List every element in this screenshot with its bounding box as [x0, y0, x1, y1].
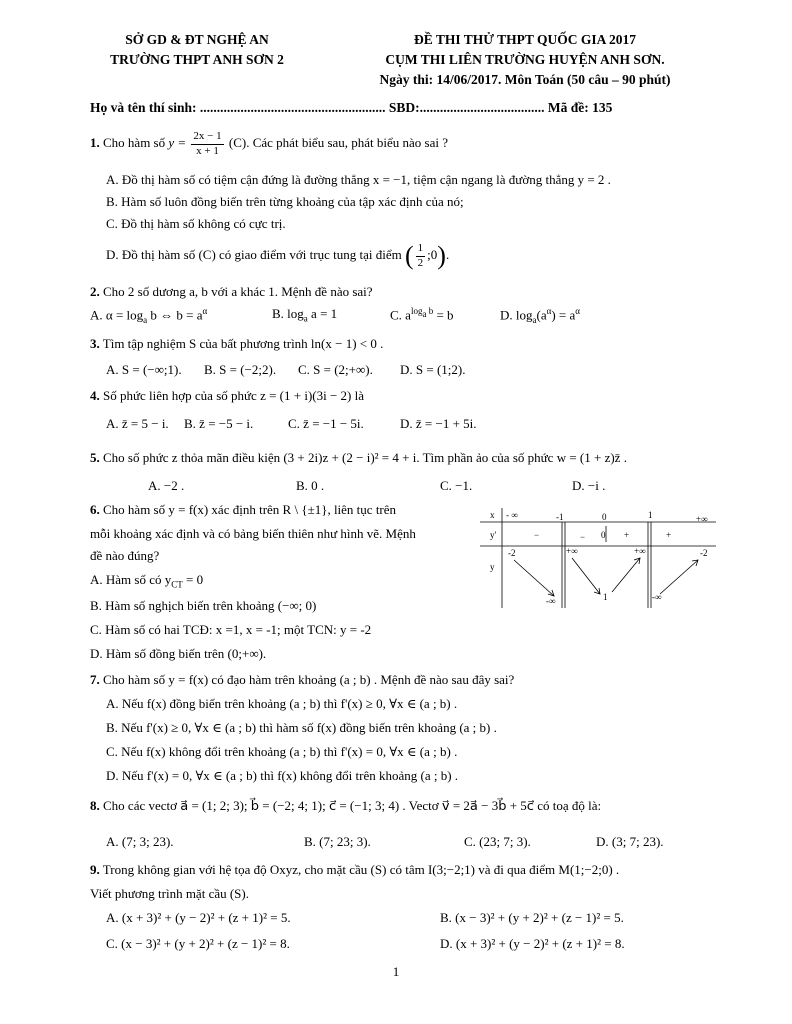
- variation-table: [480, 508, 716, 608]
- q1-option-c: C. Đồ thị hàm số không có cực trị.: [106, 216, 286, 231]
- page-number: 1: [392, 964, 400, 979]
- option-text: ) = a: [551, 307, 576, 323]
- q5-option-a: A. −2 .: [148, 478, 185, 493]
- left-paren: (: [404, 241, 414, 270]
- option-text: A. Hàm số có y: [90, 572, 172, 587]
- y-pos-inf-2: +∞: [634, 546, 646, 556]
- question-6: [90, 502, 396, 518]
- option-text: A. α = log: [90, 307, 144, 323]
- q3-option-b: B. S = (−2;2).: [204, 362, 277, 377]
- exponent: log: [410, 306, 423, 316]
- question-number: 6.: [90, 502, 100, 517]
- question-text: Cho hàm số y = f(x) có đạo hàm trên khoảng (a ; b) . Mệnh đề nào sau đây sai?: [103, 672, 515, 687]
- q3-option-c: C. S = (2;+∞).: [298, 362, 373, 377]
- question-7: [90, 672, 514, 688]
- sign-4: +: [666, 530, 672, 540]
- sign-3: +: [624, 530, 630, 540]
- question-number: 5.: [90, 450, 100, 465]
- q6-option-d: D. Hàm số đồng biến trên (0;+∞).: [90, 646, 267, 661]
- x-zero: 0: [602, 512, 607, 522]
- q6-text-line-3: đề nào đúng?: [90, 548, 160, 563]
- question-number: 2.: [90, 284, 100, 299]
- x-minus-one: -1: [556, 512, 564, 522]
- question-8: [90, 798, 601, 814]
- question-text: Cho hàm số: [103, 135, 166, 151]
- q7-option-d: D. Nếu f'(x) = 0, ∀x ∈ (a ; b) thì f(x) không đổi trên khoảng (a ; b) .: [106, 768, 459, 783]
- question-number: 4.: [90, 388, 100, 403]
- q8-option-d: D. (3; 7; 23).: [596, 834, 664, 849]
- q7-option-a: A. Nếu f(x) đồng biến trên khoảng (a ; b) thì f'(x) ≥ 0, ∀x ∈ (a ; b) .: [106, 696, 458, 711]
- q1-option-d: [106, 240, 449, 273]
- question-number: 8.: [90, 798, 100, 813]
- exam-info: [360, 32, 690, 92]
- y-minimum: 1: [603, 592, 608, 602]
- log-base: a: [303, 313, 308, 324]
- exam-cluster: CỤM THI LIÊN TRƯỜNG HUYỆN ANH SƠN.: [385, 52, 665, 67]
- exam-date-subject: Ngày thi: 14/06/2017. Môn Toán (50 câu – 90 phút): [379, 72, 671, 87]
- option-text: a = 1: [307, 306, 338, 321]
- log-base: a: [422, 308, 427, 319]
- point-rest: ;0: [427, 247, 438, 263]
- option-text: b ⇔ b = a: [147, 307, 203, 323]
- question-number: 9.: [90, 862, 100, 877]
- fraction-denominator: x + 1: [196, 144, 219, 157]
- question-9: [90, 862, 619, 878]
- x-pos-infinity: +∞: [696, 514, 708, 524]
- q2-option-a: [90, 306, 207, 326]
- fraction-denominator: 2: [417, 256, 424, 269]
- option-text: = 0: [182, 572, 204, 587]
- question-number: 1.: [90, 135, 100, 151]
- q9-text-line-2: Viết phương trình mặt cầu (S).: [90, 886, 249, 901]
- function-lhs: y =: [168, 135, 187, 151]
- q4-option-c: C. z̄ = −1 − 5i.: [288, 416, 364, 431]
- question-text: Cho 2 số dương a, b với a khác 1. Mệnh đề nào sai?: [103, 284, 373, 299]
- q2-option-c: [390, 306, 454, 324]
- option-text: B. log: [272, 306, 304, 321]
- q6-option-b: B. Hàm số nghịch biến trên khoảng (−∞; 0): [90, 598, 317, 613]
- q5-option-d: D. −i .: [572, 478, 606, 493]
- x-one: 1: [648, 510, 653, 520]
- derivative-row-label: y': [490, 530, 497, 540]
- sign-1: −: [534, 530, 540, 540]
- q2-option-d: [500, 306, 580, 326]
- fraction-numerator: 1: [416, 242, 426, 257]
- q3-option-d: D. S = (1;2).: [400, 362, 466, 377]
- question-3: [90, 336, 383, 352]
- question-text: Tìm tập nghiệm S của bất phương trình ln(x − 1) < 0 .: [102, 336, 384, 351]
- log-base: a: [532, 314, 537, 325]
- department-name: SỞ GD & ĐT NGHỆ AN: [125, 32, 269, 47]
- option-text: D. log: [500, 307, 533, 323]
- q6-option-a: [90, 572, 203, 591]
- question-text: Cho hàm số y = f(x) xác định trên R \ {±1}, liên tục trên: [103, 502, 397, 517]
- question-text: Số phức liên hợp của số phức z = (1 + i)(3i − 2) là: [103, 388, 365, 403]
- option-text: = b: [433, 307, 454, 323]
- option-text: C. a: [390, 307, 411, 323]
- q9-option-c: C. (x − 3)² + (y + 2)² + (z − 1)² = 8.: [106, 936, 290, 951]
- y-neg-inf-2: -∞: [652, 592, 662, 602]
- y-neg-inf-1: -∞: [546, 596, 556, 606]
- subscript: CT: [171, 579, 183, 590]
- y-right-limit: -2: [700, 548, 708, 558]
- log-base: a: [143, 314, 148, 325]
- y-pos-inf-1: +∞: [566, 546, 578, 556]
- option-text: D. Đồ thị hàm số (C) có giao điểm với trục tung tại điểm: [106, 247, 402, 263]
- q2-option-b: [272, 306, 337, 325]
- question-text: Cho số phức z thỏa mãn điều kiện (3 + 2i)z + (2 − i)² = 4 + i. Tìm phần ảo của số phức w = (1 + z)z̄ .: [103, 450, 627, 465]
- question-number: 7.: [90, 672, 100, 687]
- exponent: α: [546, 306, 552, 316]
- x-neg-infinity: - ∞: [506, 510, 518, 520]
- q4-option-a: A. z̄ = 5 − i.: [106, 416, 169, 431]
- q4-option-b: B. z̄ = −5 − i.: [184, 416, 254, 431]
- question-text: Cho các vectơ a⃗ = (1; 2; 3); b⃗ = (−2; 4; 1); c⃗ = (−1; 3; 4) . Vectơ v⃗ = 2a⃗ − 3b⃗ + 5c⃗ có toạ độ là:: [103, 798, 602, 813]
- q4-option-d: D. z̄ = −1 + 5i.: [400, 416, 477, 431]
- q1-option-b: B. Hàm số luôn đồng biến trên từng khoảng của tập xác định của nó;: [106, 194, 464, 209]
- q7-option-c: C. Nếu f(x) không đổi trên khoảng (a ; b) thì f'(x) = 0, ∀x ∈ (a ; b) .: [106, 744, 458, 759]
- exponent-tail: b: [426, 306, 434, 316]
- question-4: [90, 388, 364, 404]
- question-1: [90, 130, 448, 159]
- x-row-label: x: [490, 510, 495, 520]
- question-number: 3.: [90, 336, 100, 351]
- fraction-numerator: 2x − 1: [191, 130, 223, 145]
- question-2: [90, 284, 373, 300]
- q3-option-a: A. S = (−∞;1).: [106, 362, 182, 377]
- student-info-line: Họ và tên thí sinh: ....................................................... SBD:..................................... Mã đề: 135: [90, 100, 613, 115]
- exam-title: ĐỀ THI THỬ THPT QUỐC GIA 2017: [413, 32, 637, 47]
- school-name: TRƯỜNG THPT ANH SƠN 2: [110, 52, 284, 67]
- q7-option-b: B. Nếu f'(x) ≥ 0, ∀x ∈ (a ; b) thì hàm số f(x) đồng biến trên khoảng (a ; b) .: [106, 720, 497, 735]
- y-row-label: y: [490, 562, 495, 572]
- q5-option-b: B. 0 .: [296, 478, 325, 493]
- point-fraction: [416, 242, 426, 271]
- question-text-tail: (C). Các phát biểu sau, phát biểu nào sai ?: [228, 135, 449, 151]
- question-5: [90, 450, 627, 466]
- q9-option-a: A. (x + 3)² + (y − 2)² + (z + 1)² = 5.: [106, 910, 291, 925]
- y-left-limit: -2: [508, 548, 516, 558]
- question-text: Trong không gian với hệ tọa độ Oxyz, cho mặt cầu (S) có tâm I(3;−2;1) và đi qua điểm M(1;−2;0) .: [102, 862, 620, 877]
- sign-zero: 0: [601, 530, 606, 540]
- exponent: α: [575, 306, 580, 316]
- variation-table-svg: [480, 508, 716, 608]
- sign-2: −: [580, 532, 586, 542]
- q8-option-a: A. (7; 3; 23).: [106, 834, 174, 849]
- period: .: [445, 247, 450, 263]
- q1-option-a: A. Đồ thị hàm số có tiệm cận đứng là đường thẳng x = −1, tiệm cận ngang là đường thẳng y = 2 .: [106, 172, 611, 187]
- exponent: α: [202, 306, 208, 316]
- right-paren: ): [437, 241, 446, 270]
- q8-option-b: B. (7; 23; 3).: [304, 834, 371, 849]
- q9-option-d: D. (x + 3)² + (y − 2)² + (z + 1)² = 8.: [440, 936, 625, 951]
- q6-text-line-2: mỗi khoảng xác định và có bảng biến thiên như hình vẽ. Mệnh: [90, 526, 416, 541]
- q9-option-b: B. (x − 3)² + (y + 2)² + (z − 1)² = 5.: [440, 910, 624, 925]
- function-fraction: [191, 130, 223, 159]
- q6-option-c: C. Hàm số có hai TCĐ: x =1, x = -1; một TCN: y = -2: [90, 622, 372, 637]
- q5-option-c: C. −1.: [440, 478, 473, 493]
- q8-option-c: C. (23; 7; 3).: [464, 834, 531, 849]
- option-text: (a: [536, 307, 547, 323]
- school-info: [92, 32, 302, 72]
